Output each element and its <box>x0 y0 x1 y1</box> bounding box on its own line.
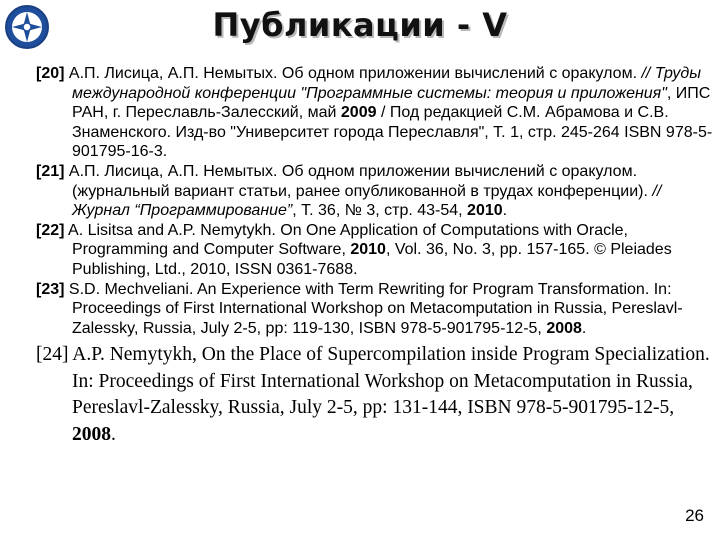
reference-item <box>36 221 714 280</box>
reference-text: А.П. Лисица, А.П. Немытых. Об одном приложении вычислений с оракулом. (журнальный вариант статьи, ранее опубликованной в трудах конференции). <box>64 162 653 200</box>
reference-number: [24] <box>36 344 69 366</box>
reference-text: А.П. Лисица, А.П. Немытых. Об одном приложении вычислений с оракулом. <box>64 65 642 82</box>
page-number: 26 <box>685 506 704 525</box>
reference-text: A. Lisitsa and A.P. Nemytykh. On One Application of Computations with Oracle, Programming and Computer Software, <box>64 221 628 259</box>
reference-text: , ИПС РАН, г. Переславль-Залесский, май <box>72 84 711 122</box>
reference-number: [23] <box>36 280 65 298</box>
reference-number: [21] <box>36 162 65 180</box>
reference-item <box>36 342 714 448</box>
reference-item <box>36 280 714 339</box>
reference-text: . <box>581 319 587 337</box>
page-title: Публикации - V <box>212 6 508 44</box>
reference-text: / Под редакцией С.М. Абрамова и С.В. Знаменского. Изд-во "Университет города Переславля", Т. 1, стр. 245-264 ISBN 978-5-901795-16-3. <box>72 104 713 161</box>
reference-text: . <box>502 202 508 220</box>
reference-item <box>36 64 714 162</box>
reference-text: // Журнал “Программирование” <box>72 182 662 220</box>
reference-text: A.P. Nemytykh, On the Place of Supercompilation inside Program Specialization. In: Proceedings of First International Workshop on Metacomputation in Russia, Pereslavl-Zalessky, Russia, July 2-5, pp: 131-144, ISBN 978-5-901795-12-5, <box>68 344 710 419</box>
reference-number: [20] <box>36 65 65 82</box>
reference-text: , Т. 36, № 3, стр. 43-54, <box>292 202 468 220</box>
reference-list <box>36 64 714 448</box>
reference-text: S.D. Mechveliani. An Experience with Term Rewriting for Program Transformation. In: Proceedings of First International Workshop on Metacomputation in Russia, Pereslavl-Zalessky, Russia, July 2-5, pp: 119-130, ISBN 978-5-901795-12-5, <box>64 280 683 337</box>
reference-text: . <box>111 423 116 445</box>
reference-text: 2008 <box>72 423 111 445</box>
reference-number: [22] <box>36 221 65 239</box>
reference-item <box>36 162 714 221</box>
reference-text: 2008 <box>546 319 582 337</box>
reference-text: , Vol. 36, No. 3, pp. 157-165. © Pleiades Publishing, Ltd., 2010, ISSN 0361-7688. <box>72 241 672 278</box>
reference-text: 2010 <box>467 202 503 220</box>
reference-text: 2010 <box>350 241 386 259</box>
reference-text: 2009 <box>340 104 377 122</box>
reference-text: // Труды международной конференции "Программные системы: теория и приложения" <box>72 65 702 102</box>
